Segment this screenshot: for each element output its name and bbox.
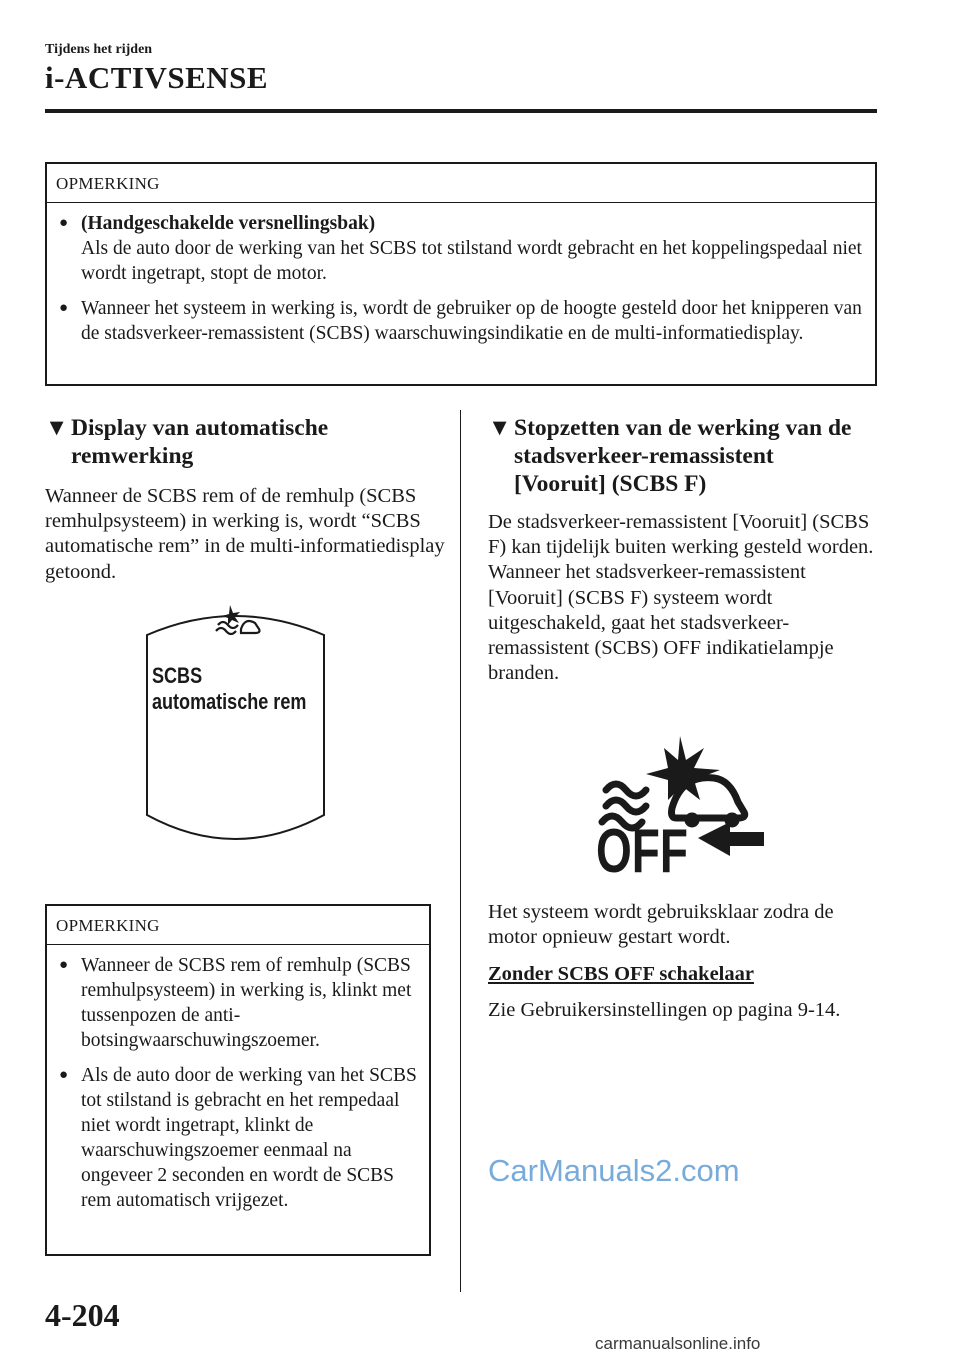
note-item: [59, 1063, 419, 1213]
display-message: [152, 663, 306, 715]
section-heading-stop: [488, 414, 888, 498]
column-divider: [460, 410, 461, 1292]
page-reference: Zie Gebruikersinstellingen op pagina 9-14.: [488, 999, 841, 1021]
note-heading: OPMERKING: [47, 906, 429, 945]
paragraph: De stadsverkeer-remassistent [Vooruit] (SCBS F) kan tijdelijk buiten werking gesteld worden.: [488, 511, 874, 559]
section-triangle-icon: ▼: [45, 415, 69, 441]
note-item-text: Als de auto door de werking van het SCBS tot stilstand wordt gebracht en het koppelingspedaal niet wordt ingetrapt, stopt de motor.: [81, 238, 862, 284]
section-label: Tijdens het rijden: [45, 42, 153, 57]
header-rule: [45, 109, 877, 113]
note-item: [59, 296, 865, 346]
heading-line: stadsverkeer-remassistent: [514, 443, 774, 469]
bottom-note-box: [45, 904, 431, 1256]
multi-information-display: [144, 601, 327, 865]
scbs-off-indicator-icon: [594, 734, 766, 876]
subheading: Zonder SCBS OFF schakelaar: [488, 963, 754, 985]
note-item-text: Wanneer de SCBS rem of remhulp (SCBS remhulpsysteem) in werking is, klinkt met tussenpozen de anti-botsingwaarschuwingszoemer.: [81, 955, 412, 1051]
bullet-icon: ●: [59, 300, 69, 316]
chapter-title: i-ACTIVSENSE: [45, 60, 269, 95]
bullet-icon: ●: [59, 215, 69, 231]
note-item-lead: (Handgeschakelde versnellingsbak): [81, 213, 376, 234]
top-note-box: [45, 162, 877, 386]
left-body-text: Wanneer de SCBS rem of de remhulp (SCBS remhulpsysteem) in werking is, wordt “SCBS automatische rem” in de multi-informatiedisplay getoond.: [45, 485, 445, 583]
paragraph: Wanneer het stadsverkeer-remassistent [Vooruit] (SCBS F) systeem wordt uitgeschakeld, gaat het stadsverkeer-remassistent (SCBS) OFF indikatielampje branden.: [488, 561, 834, 685]
section-heading-display: [45, 414, 445, 470]
note-heading: OPMERKING: [47, 164, 875, 203]
page-number: 4-204: [45, 1297, 120, 1333]
display-line: SCBS: [152, 663, 203, 688]
right-body-text-after: Het systeem wordt gebruiksklaar zodra de motor opnieuw gestart wordt.: [488, 901, 834, 949]
bullet-icon: ●: [59, 957, 69, 973]
note-list: [47, 203, 875, 362]
watermark: CarManuals2.com: [488, 1153, 740, 1188]
display-line: automatische rem: [152, 689, 307, 714]
note-item: [59, 211, 865, 286]
bullet-icon: ●: [59, 1067, 69, 1083]
footer-site-link[interactable]: carmanualsonline.info: [595, 1334, 761, 1353]
heading-line: [Vooruit] (SCBS F): [514, 471, 707, 497]
heading-line: Stopzetten van de werking van de: [514, 415, 852, 441]
heading-line: remwerking: [71, 443, 194, 469]
note-item-text: Als de auto door de werking van het SCBS tot stilstand is gebracht en het rempedaal niet wordt ingetrapt, klinkt de waarschuwingszoemer eenmaal na ongeveer 2 seconden en wordt de SCBS rem automatisch vrijgezet.: [81, 1065, 417, 1211]
display-frame: [144, 601, 327, 865]
heading-line: Display van automatische: [71, 415, 329, 441]
note-item-text: Wanneer het systeem in werking is, wordt de gebruiker op de hoogte gesteld door het knipperen van de stadsverkeer-remassistent (SCBS) waarschuwingsindikatie en de multi-informatiedisplay.: [81, 298, 862, 344]
note-list: [47, 945, 429, 1229]
section-triangle-icon: ▼: [488, 415, 512, 441]
off-text: OFF: [596, 817, 688, 876]
note-item: [59, 953, 419, 1053]
right-body-text: [488, 510, 883, 686]
